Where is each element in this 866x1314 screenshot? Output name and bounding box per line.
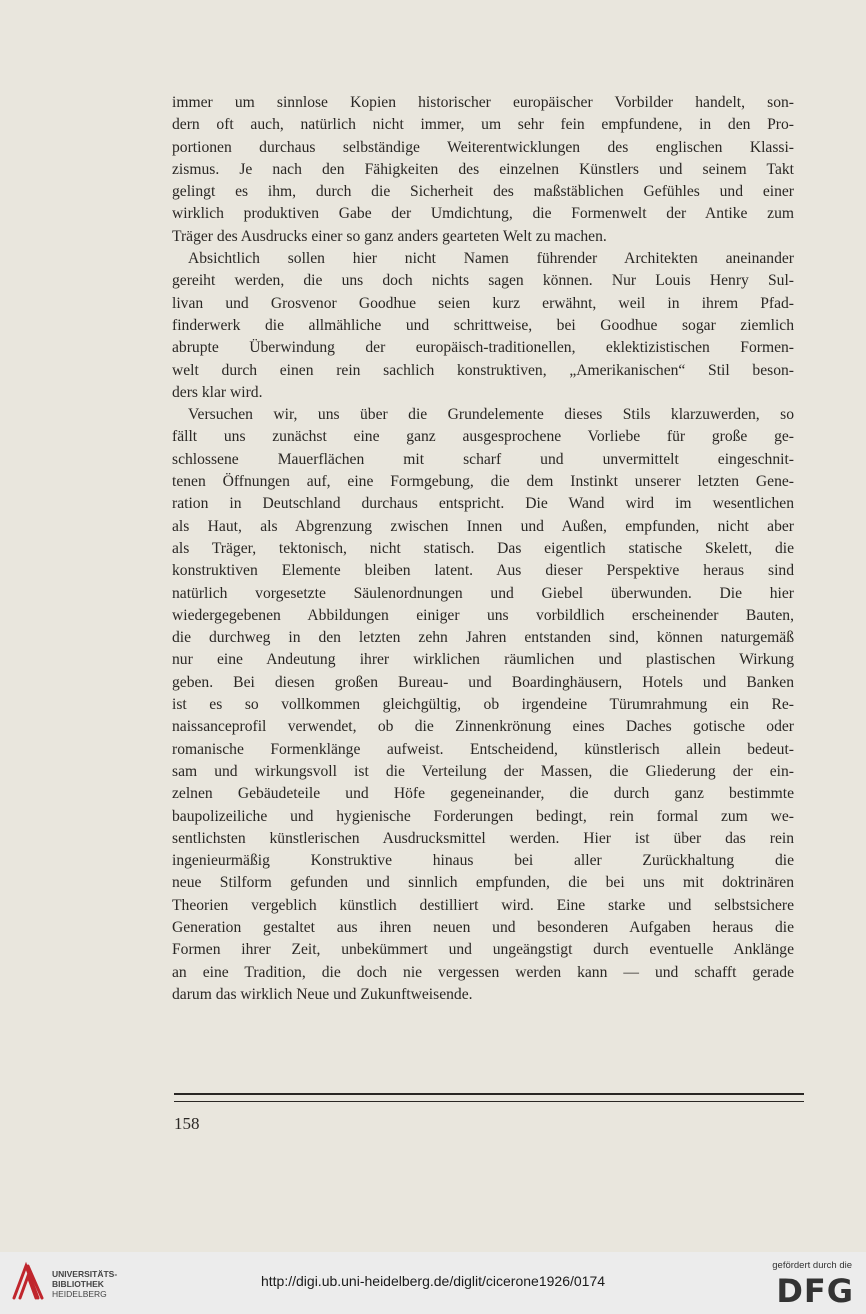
page-number: 158: [174, 1114, 200, 1133]
text-line: gereiht werden, die uns doch nichts sagen können. Nur Louis Henry Sul-: [172, 272, 794, 290]
viewer-footer: [0, 1252, 866, 1314]
text-line: sam und wirkungsvoll ist die Verteilung der Massen, die Gliederung der ein-: [172, 762, 794, 780]
text-line: die durchweg in den letzten zehn Jahren entstanden sind, können naturgemäß: [172, 629, 794, 647]
text-line: naissanceprofil verwendet, ob die Zinnenkrönung eines Daches gotische oder: [172, 718, 794, 736]
text-line: abrupte Überwindung der europäisch-traditionellen, eklektizistischen Formen-: [172, 339, 794, 357]
body-text: [172, 92, 794, 1006]
institution-line-1: UNIVERSITÄTS-: [52, 1269, 118, 1279]
text-line: dern oft auch, natürlich nicht immer, um sehr fein empfundene, in den Pro-: [172, 116, 794, 134]
text-line: baupolizeiliche und hygienische Forderungen bedingt, rein formal zum we-: [172, 807, 794, 825]
text-line: schlossene Mauerflächen mit scharf und unvermittelt eingeschnit-: [172, 450, 794, 468]
institution-line-2: BIBLIOTHEK: [52, 1279, 104, 1289]
text-line: Generation gestaltet aus ihren neuen und besonderen Aufgaben heraus die: [172, 918, 794, 936]
text-line: Träger des Ausdrucks einer so ganz anders gearteten Welt zu machen.: [172, 227, 607, 245]
text-line: konstruktiven Elemente bleiben latent. Aus dieser Perspektive heraus sind: [172, 562, 794, 580]
text-line: immer um sinnlose Kopien historischer europäischer Vorbilder handelt, son-: [172, 94, 794, 111]
text-line: neue Stilform gefunden und sinnlich empfunden, die bei uns mit doktrinären: [172, 874, 794, 892]
text-line: natürlich vorgesetzte Säulenordnungen und Giebel überwunden. Die hier: [172, 584, 794, 602]
text-line: als Haut, als Abgrenzung zwischen Innen und Außen, empfunden, nicht aber: [172, 517, 794, 535]
text-line: an eine Tradition, die doch nie vergessen werden kann — und schafft gerade: [172, 963, 794, 981]
text-line: ration in Deutschland durchaus entspricht. Die Wand wird im wesentlichen: [172, 495, 794, 513]
text-line: Absichtlich sollen hier nicht Namen führender Architekten aneinander: [188, 250, 794, 268]
footer-rule-thin: [174, 1101, 804, 1102]
text-line: ders klar wird.: [172, 383, 263, 401]
text-line: welt durch einen rein sachlich konstruktiven, „Amerikanischen“ Stil beson-: [172, 361, 794, 379]
text-line: Theorien vergeblich künstlich destilliert wird. Eine starke und selbstsichere: [172, 896, 794, 914]
text-line: als Träger, tektonisch, nicht statisch. Das eigentlich statische Skelett, die: [172, 539, 794, 557]
institution-line-3: HEIDELBERG: [52, 1289, 107, 1299]
text-line: livan und Grosvenor Goodhue seien kurz erwähnt, weil in ihrem Pfad-: [172, 294, 794, 312]
text-line: darum das wirklich Neue und Zukunftweisende.: [172, 985, 473, 1003]
text-line: sentlichsten künstlerischen Ausdrucksmittel werden. Hier ist über das rein: [172, 829, 794, 847]
text-line: fällt uns zunächst eine ganz ausgesprochene Vorliebe für große ge-: [172, 428, 794, 446]
text-line: nur eine Andeutung ihrer wirklichen räumlichen und plastischen Wirkung: [172, 651, 794, 669]
text-line: tenen Öffnungen auf, eine Formgebung, die dem Instinkt unserer letzten Gene-: [172, 473, 794, 491]
dfg-logo: DFG: [776, 1272, 854, 1310]
document-url-link[interactable]: http://digi.ub.uni-heidelberg.de/diglit/cicerone1926/0174: [260, 1273, 606, 1289]
text-line: geben. Bei diesen großen Bureau- und Boardinghäusern, Hotels und Banken: [172, 673, 794, 691]
text-line: gelingt es ihm, durch die Sicherheit des maßstäblichen Gefühles und einer: [172, 183, 794, 201]
text-line: wiedergegebenen Abbildungen einiger uns vorbildlich erscheinender Bauten,: [172, 606, 794, 624]
text-line: finderwerk die allmähliche und schrittweise, bei Goodhue sogar ziemlich: [172, 316, 794, 334]
text-line: ingenieurmäßig Konstruktive hinaus bei aller Zurückhaltung die: [172, 852, 794, 870]
text-line: Versuchen wir, uns über die Grundelemente dieses Stils klarzuwerden, so: [188, 406, 794, 424]
text-line: romanische Formenklänge aufweist. Entscheidend, künstlerisch allein bedeut-: [172, 740, 794, 758]
footer-rule-thick: [174, 1093, 804, 1095]
funding-caption: gefördert durch die: [772, 1260, 852, 1271]
text-line: wirklich produktiven Gabe der Umdichtung, die Formenwelt der Antike zum: [172, 205, 794, 223]
text-line: portionen durchaus selbständige Weiterentwicklungen des englischen Klassi-: [172, 138, 794, 156]
text-line: ist es so vollkommen gleichgültig, ob irgendeine Türumrahmung ein Re-: [172, 696, 794, 714]
text-line: Formen ihrer Zeit, unbekümmert und ungeängstigt durch eventuelle Anklänge: [172, 941, 794, 959]
text-line: zelnen Gebäudeteile und Höfe gegeneinander, die durch ganz bestimmte: [172, 785, 794, 803]
text-line: zismus. Je nach den Fähigkeiten des einzelnen Künstlers und seinem Takt: [172, 160, 794, 178]
